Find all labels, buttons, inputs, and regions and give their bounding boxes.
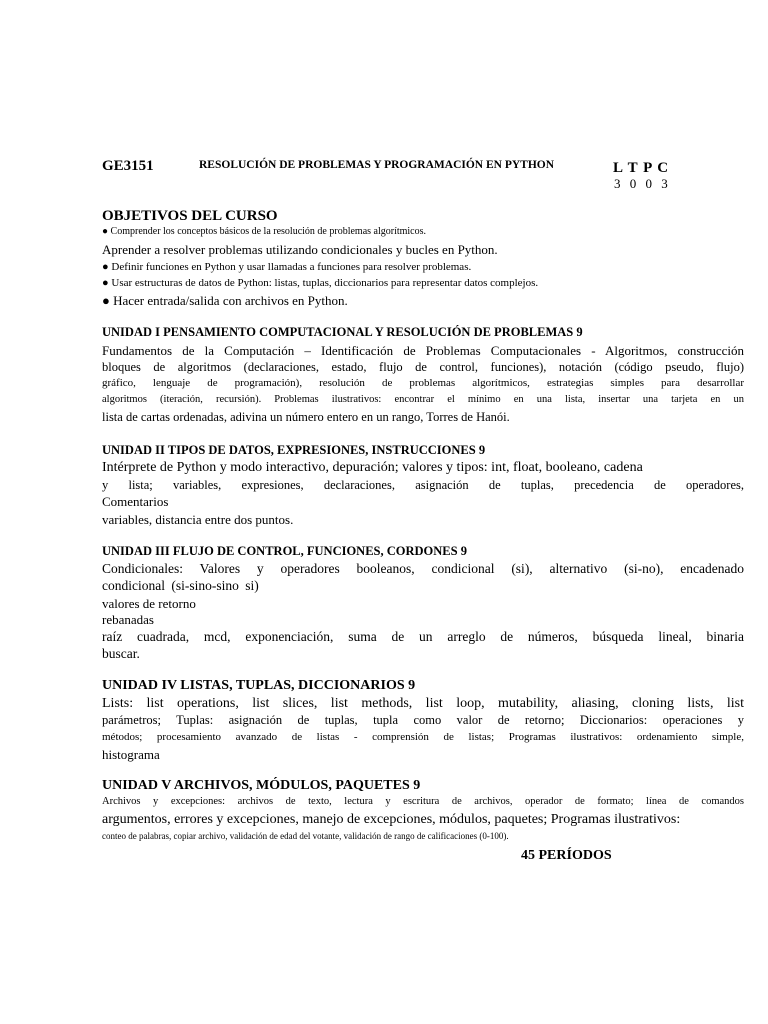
unit1-heading: UNIDAD I PENSAMIENTO COMPUTACIONAL Y RESOLUCIÓN DE PROBLEMAS 9 bbox=[102, 325, 583, 339]
objective-item-2: Aprender a resolver problemas utilizando condicionales y bucles en Python. bbox=[102, 242, 498, 257]
objective-item-5: ● Hacer entrada/salida con archivos en Python. bbox=[102, 293, 348, 308]
unit2-line-2: y lista; variables, expresiones, declaraciones, asignación de tuplas, precedencia de operadores, bbox=[102, 478, 744, 492]
unit3-line-6: buscar. bbox=[102, 646, 140, 661]
unit3-line-3: valores de retorno bbox=[102, 596, 196, 611]
unit1-line-1: Fundamentos de la Computación – Identificación de Problemas Computacionales - Algoritmos, construcción bbox=[102, 343, 744, 358]
unit1-line-3: gráfico, lenguaje de programación), resolución de problemas algorítmicos, estrategias simples para desarrollar bbox=[102, 377, 744, 389]
ltpc-labels: L T P C bbox=[613, 160, 670, 176]
unit2-line-1: Intérprete de Python y modo interactivo, depuración; valores y tipos: int, float, booleano, cadena bbox=[102, 460, 643, 475]
unit3-line-2: condicional (si-sino-sino si) bbox=[102, 578, 259, 593]
unit4-line-4: histograma bbox=[102, 747, 160, 762]
unit2-line-3: Comentarios bbox=[102, 494, 169, 509]
unit5-line-1: Archivos y excepciones: archivos de texto, lectura y escritura de archivos, operador de formato; línea de comandos bbox=[102, 796, 744, 807]
unit3-line-5: raíz cuadrada, mcd, exponenciación, suma de un arreglo de números, búsqueda lineal, binaria bbox=[102, 629, 744, 644]
unit1-line-2: bloques de algoritmos (declaraciones, estado, flujo de control, funciones), notación (código pseudo, flujo) bbox=[102, 360, 744, 374]
unit3-line-4: rebanadas bbox=[102, 612, 154, 627]
total-periods: 45 PERÍODOS bbox=[521, 848, 612, 863]
unit5-line-3: conteo de palabras, copiar archivo, validación de edad del votante, validación de rango de calificaciones (0-100). bbox=[102, 831, 509, 841]
objective-item-1: ● Comprender los conceptos básicos de la resolución de problemas algorítmicos. bbox=[102, 226, 427, 237]
unit5-line-2: argumentos, errores y excepciones, manejo de excepciones, módulos, paquetes; Programas ilustrativos: bbox=[102, 812, 681, 827]
unit3-heading: UNIDAD III FLUJO DE CONTROL, FUNCIONES, CORDONES 9 bbox=[102, 544, 467, 558]
unit4-line-2: parámetros; Tuplas: asignación de tuplas, tupla como valor de retorno; Diccionarios: operaciones y bbox=[102, 713, 744, 727]
unit2-line-4: variables, distancia entre dos puntos. bbox=[102, 512, 294, 527]
unit2-heading: UNIDAD II TIPOS DE DATOS, EXPRESIONES, INSTRUCCIONES 9 bbox=[102, 443, 486, 457]
course-code: GE3151 bbox=[102, 158, 154, 174]
objective-item-3: ● Definir funciones en Python y usar llamadas a funciones para resolver problemas. bbox=[102, 261, 472, 273]
unit3-line-1: Condicionales: Valores y operadores booleanos, condicional (si), alternativo (si-no), encadenado bbox=[102, 561, 744, 576]
unit4-line-1: Lists: list operations, list slices, list methods, list loop, mutability, aliasing, cloning lists, list bbox=[102, 696, 744, 711]
unit1-line-5: lista de cartas ordenadas, adivina un número entero en un rango, Torres de Hanói. bbox=[102, 410, 510, 424]
course-title: RESOLUCIÓN DE PROBLEMAS Y PROGRAMACIÓN EN PYTHON bbox=[199, 159, 555, 171]
unit1-line-4: algoritmos (iteración, recursión). Problemas ilustrativos: encontrar el mínimo en una lista, insertar una tarjeta en un bbox=[102, 394, 744, 405]
objective-item-4: ● Usar estructuras de datos de Python: listas, tuplas, diccionarios para representar datos complejos. bbox=[102, 277, 539, 289]
objectives-heading: OBJETIVOS DEL CURSO bbox=[102, 208, 278, 224]
unit5-heading: UNIDAD V ARCHIVOS, MÓDULOS, PAQUETES 9 bbox=[102, 778, 421, 793]
ltpc-values: 3 0 0 3 bbox=[614, 176, 671, 191]
unit4-line-3: métodos; procesamiento avanzado de listas - comprensión de listas; Programas ilustrativos: ordenamiento simple, bbox=[102, 731, 744, 743]
unit4-heading: UNIDAD IV LISTAS, TUPLAS, DICCIONARIOS 9 bbox=[102, 678, 416, 693]
